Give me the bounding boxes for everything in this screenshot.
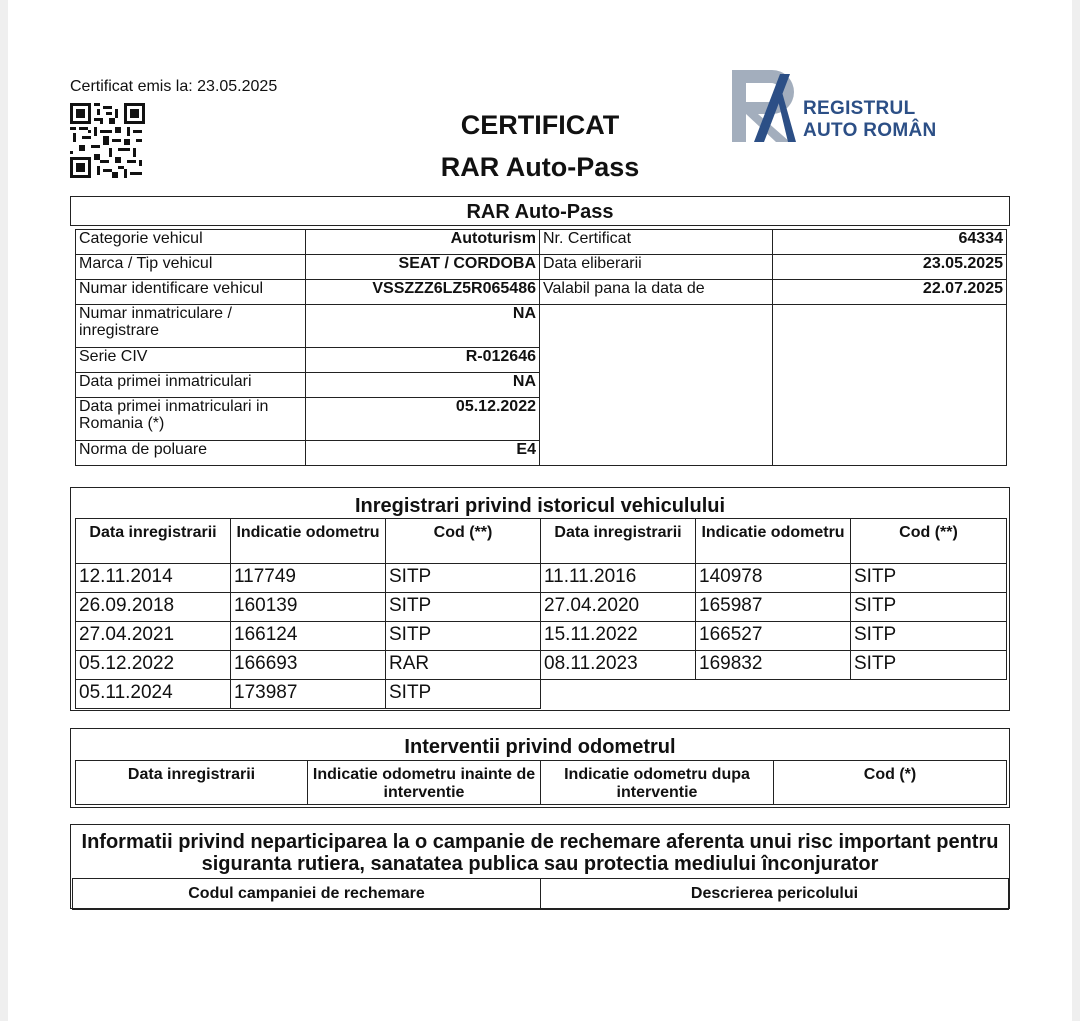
cert-value: 23.05.2025 — [773, 255, 1007, 280]
vehicle-label: Norma de poluare — [76, 441, 306, 466]
table-row — [76, 305, 1007, 348]
vehicle-label: Numar identificare vehicul — [76, 280, 306, 305]
cell: RAR — [386, 651, 541, 680]
vehicle-label: Numar inmatriculare / inregistrare — [76, 305, 306, 348]
interventions-section-title: Interventii privind odometrul — [404, 736, 676, 758]
cell: SITP — [386, 680, 541, 709]
cell: SITP — [386, 593, 541, 622]
cell: SITP — [851, 622, 1007, 651]
vehicle-value: R-012646 — [306, 348, 540, 373]
cell: 08.11.2023 — [541, 651, 696, 680]
vehicle-label: Serie CIV — [76, 348, 306, 373]
cell: 11.11.2016 — [541, 564, 696, 593]
empty-cell — [541, 680, 1007, 709]
cert-label: Data eliberarii — [540, 255, 773, 280]
table-row — [76, 280, 1007, 305]
table-row — [76, 564, 1007, 593]
cell: SITP — [851, 593, 1007, 622]
cell: 169832 — [696, 651, 851, 680]
issued-date: Certificat emis la: 23.05.2025 — [70, 78, 278, 95]
cert-label: Nr. Certificat — [540, 230, 773, 255]
vehicle-label: Data primei inmatriculari — [76, 373, 306, 398]
col-header: Cod (**) — [851, 519, 1007, 564]
col-header: Indicatie odometru inainte de interventie — [308, 761, 541, 805]
history-table — [75, 518, 1007, 709]
table-row — [76, 651, 1007, 680]
cell: 05.11.2024 — [76, 680, 231, 709]
col-header: Indicatie odometru — [231, 519, 386, 564]
cell: 140978 — [696, 564, 851, 593]
table-row — [76, 255, 1007, 280]
certificate-subtitle: RAR Auto-Pass — [440, 152, 640, 182]
vehicle-section-title: RAR Auto-Pass — [466, 201, 614, 223]
vehicle-label: Data primei inmatriculari in Romania (*) — [76, 398, 306, 441]
cell: 117749 — [231, 564, 386, 593]
table-row — [76, 680, 1007, 709]
vehicle-value: SEAT / CORDOBA — [306, 255, 540, 280]
col-header: Cod (*) — [774, 761, 1007, 805]
recall-table — [72, 878, 1009, 910]
col-header: Data inregistrarii — [76, 761, 308, 805]
vehicle-value: 05.12.2022 — [306, 398, 540, 441]
col-header: Codul campaniei de rechemare — [73, 879, 541, 910]
cell: 165987 — [696, 593, 851, 622]
cell: 173987 — [231, 680, 386, 709]
vehicle-info-table — [75, 229, 1007, 466]
logo-line-2: AUTO ROMÂN — [803, 120, 937, 141]
col-header: Indicatie odometru — [696, 519, 851, 564]
cell: 166527 — [696, 622, 851, 651]
table-row — [76, 593, 1007, 622]
cell: 05.12.2022 — [76, 651, 231, 680]
logo-line-1: REGISTRUL — [803, 98, 916, 119]
cert-empty-cell — [540, 305, 773, 466]
cell: 12.11.2014 — [76, 564, 231, 593]
vehicle-value: NA — [306, 305, 540, 348]
table-header-row — [73, 879, 1009, 910]
vehicle-label: Categorie vehicul — [76, 230, 306, 255]
col-header: Data inregistrarii — [541, 519, 696, 564]
cell: 166124 — [231, 622, 386, 651]
cell: SITP — [851, 651, 1007, 680]
cert-label: Valabil pana la data de — [540, 280, 773, 305]
cell: SITP — [851, 564, 1007, 593]
cell: 27.04.2020 — [541, 593, 696, 622]
vehicle-label: Marca / Tip vehicul — [76, 255, 306, 280]
interventions-table — [75, 760, 1007, 805]
col-header: Descrierea pericolului — [541, 879, 1009, 910]
cell: 27.04.2021 — [76, 622, 231, 651]
logo-text — [803, 98, 937, 142]
table-row — [76, 622, 1007, 651]
certificate-title: CERTIFICAT — [460, 110, 620, 140]
vehicle-value: VSSZZZ6LZ5R065486 — [306, 280, 540, 305]
col-header: Data inregistrarii — [76, 519, 231, 564]
cell: 26.09.2018 — [76, 593, 231, 622]
table-header-row — [76, 519, 1007, 564]
cert-value: 64334 — [773, 230, 1007, 255]
table-row — [76, 230, 1007, 255]
history-section-title: Inregistrari privind istoricul vehiculului — [354, 495, 726, 517]
cell: 160139 — [231, 593, 386, 622]
cell: 166693 — [231, 651, 386, 680]
vehicle-section-header — [70, 196, 1010, 226]
cert-value: 22.07.2025 — [773, 280, 1007, 305]
cell: 15.11.2022 — [541, 622, 696, 651]
cell: SITP — [386, 564, 541, 593]
recall-section-title: Informatii privind neparticiparea la o campanie de rechemare aferenta unui risc important pentru siguranta rutiera, sanatatea publica sau protectia mediului înconjurator — [81, 831, 999, 875]
table-header-row — [76, 761, 1007, 805]
cert-empty-cell — [773, 305, 1007, 466]
vehicle-value: NA — [306, 373, 540, 398]
vehicle-value: Autoturism — [306, 230, 540, 255]
cell: SITP — [386, 622, 541, 651]
col-header: Indicatie odometru dupa interventie — [541, 761, 774, 805]
vehicle-value: E4 — [306, 441, 540, 466]
col-header: Cod (**) — [386, 519, 541, 564]
